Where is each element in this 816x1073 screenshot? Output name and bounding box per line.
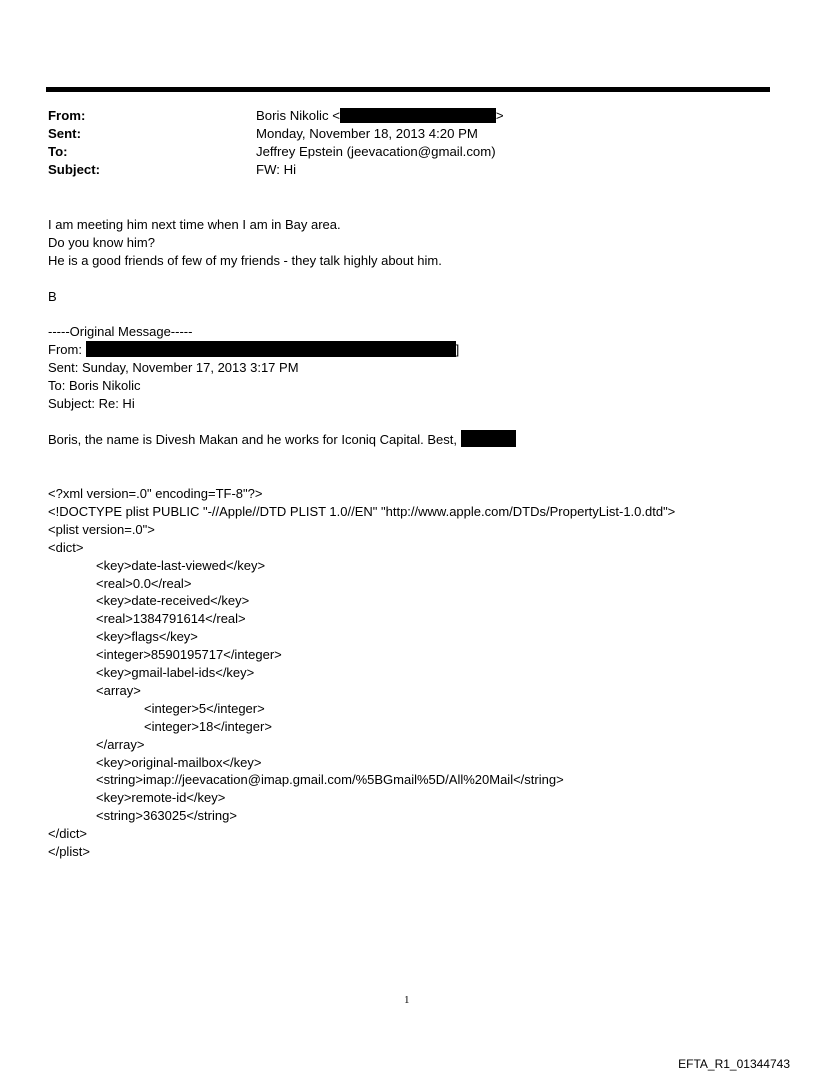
body-signoff: B: [48, 289, 57, 304]
email-header: [48, 107, 728, 183]
plist-line: <key>original-mailbox</key>: [96, 754, 262, 770]
from-label: From:: [48, 108, 86, 123]
body-line-3: He is a good friends of few of my friends - they talk highly about him.: [48, 253, 442, 268]
plist-line: <integer>8590195717</integer>: [96, 647, 282, 663]
original-divider: -----Original Message-----: [48, 324, 193, 339]
original-message: [48, 430, 516, 449]
redaction-box: [86, 341, 456, 357]
plist-line: <dict>: [48, 539, 84, 555]
plist-line: <key>gmail-label-ids</key>: [96, 665, 255, 680]
plist-line: </array>: [96, 736, 145, 752]
plist-line: </plist>: [48, 844, 90, 859]
from-name: Boris Nikolic <: [256, 108, 340, 123]
plist-line: <!DOCTYPE plist PUBLIC "-//Apple//DTD PLIST 1.0//EN" "http://www.apple.com/DTDs/PropertyList-1.0.dtd">: [48, 503, 676, 519]
header-rule: [46, 87, 770, 92]
original-sent: Sent: Sunday, November 17, 2013 3:17 PM: [48, 360, 299, 375]
plist-line: <string>363025</string>: [96, 808, 237, 824]
subject-label: Subject:: [48, 162, 101, 177]
subject-value: FW: Hi: [256, 162, 297, 177]
redaction-box: [461, 430, 516, 447]
plist-line: <real>1384791614</real>: [96, 611, 246, 627]
original-from: [48, 341, 459, 359]
body-line-2: Do you know him?: [48, 235, 155, 250]
to-label: To:: [48, 144, 68, 159]
original-subject: Subject: Re: Hi: [48, 396, 135, 411]
original-from-suffix: ]: [455, 342, 460, 357]
original-from-label: From:: [48, 342, 86, 357]
plist-line: <string>imap://jeevacation@imap.gmail.com/%5BGmail%5D/All%20Mail</string>: [96, 772, 564, 788]
plist-line: <plist version=.0">: [48, 521, 155, 537]
bates-number: EFTA_R1_01344743: [678, 1057, 790, 1071]
plist-line: <integer>5</integer>: [144, 700, 265, 716]
plist-line: <key>flags</key>: [96, 629, 198, 645]
plist-line: <array>: [96, 682, 141, 698]
from-suffix: >: [495, 108, 504, 123]
redaction-box: [340, 108, 496, 123]
sent-value: Monday, November 18, 2013 4:20 PM: [256, 126, 478, 141]
plist-line: <?xml version=.0" encoding=TF-8"?>: [48, 486, 263, 501]
to-value: Jeffrey Epstein (jeevacation@gmail.com): [256, 144, 496, 159]
body-line-1: I am meeting him next time when I am in Bay area.: [48, 217, 341, 232]
from-value: [256, 107, 504, 125]
plist-line: <integer>18</integer>: [144, 718, 272, 734]
plist-line: <key>remote-id</key>: [96, 790, 226, 806]
plist-line: <real>0.0</real>: [96, 575, 192, 591]
page-number: 1: [404, 994, 410, 1006]
original-to: To: Boris Nikolic: [48, 378, 141, 393]
original-message-text: Boris, the name is Divesh Makan and he works for Iconiq Capital. Best,: [48, 432, 457, 447]
plist-line: </dict>: [48, 826, 88, 842]
plist-line: <key>date-received</key>: [96, 593, 250, 609]
sent-label: Sent:: [48, 126, 81, 141]
plist-line: <key>date-last-viewed</key>: [96, 557, 266, 573]
